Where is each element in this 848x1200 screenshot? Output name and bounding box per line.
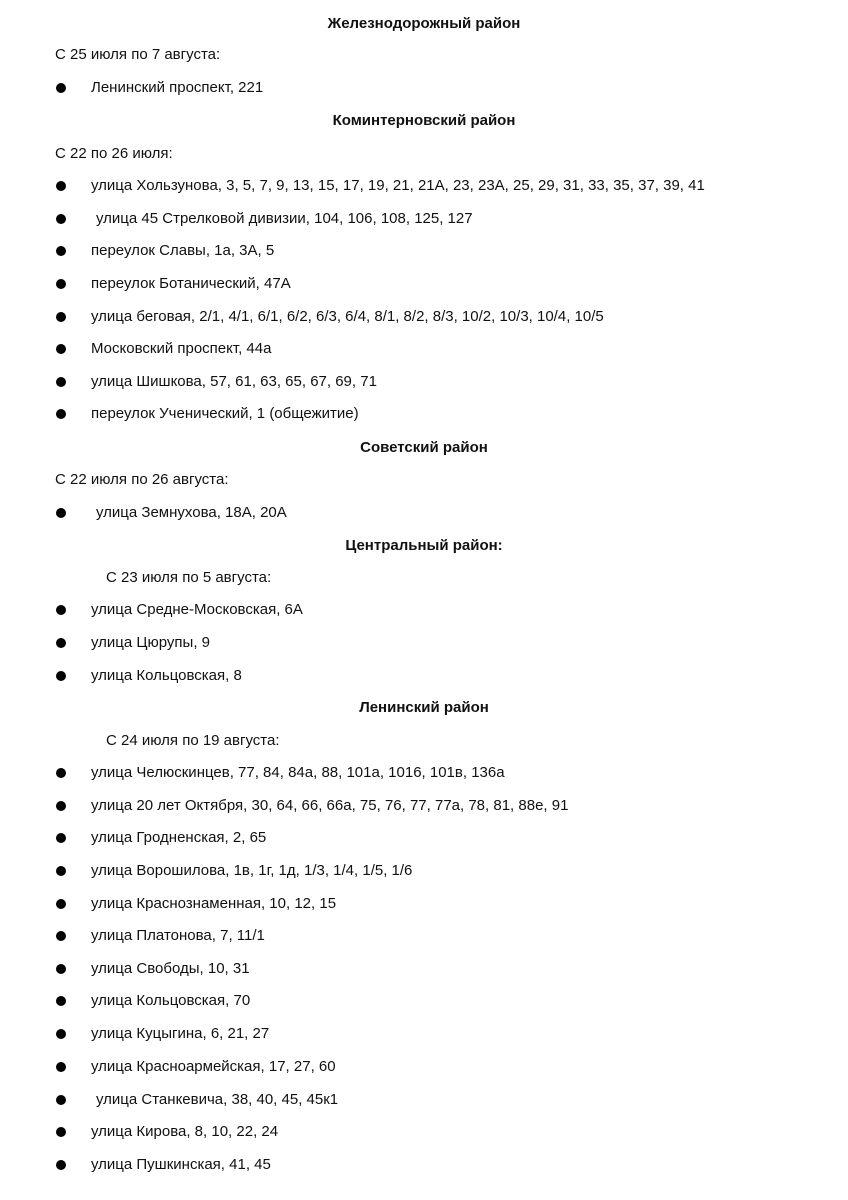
list-item <box>0 79 848 99</box>
list-item <box>0 895 848 915</box>
bullet-icon <box>56 83 66 93</box>
list-item <box>0 177 848 197</box>
section-period: С 22 июля по 26 августа: <box>55 471 229 488</box>
bullet-icon <box>56 1160 66 1170</box>
bullet-icon <box>56 1095 66 1105</box>
list-item-text: улица Шишкова, 57, 61, 63, 65, 67, 69, 71 <box>91 373 377 390</box>
list-item-text: улица Ворошилова, 1в, 1г, 1д, 1/3, 1/4, 1/5, 1/6 <box>91 862 413 879</box>
section-title: Центральный район: <box>345 537 503 554</box>
section-title: Ленинский район <box>359 699 489 716</box>
bullet-icon <box>56 279 66 289</box>
list-item-text: улица Красноармейская, 17, 27, 60 <box>91 1058 336 1075</box>
list-item <box>0 308 848 328</box>
list-item-text: улица Свободы, 10, 31 <box>91 960 250 977</box>
list-item <box>0 1091 848 1111</box>
list-item-text: улица Хользунова, 3, 5, 7, 9, 13, 15, 17, 19, 21, 21А, 23, 23А, 25, 29, 31, 33, 35, 37, 39, 41 <box>91 177 705 194</box>
list-item-text: улица Кольцовская, 70 <box>91 992 251 1009</box>
bullet-icon <box>56 1062 66 1072</box>
list-item <box>0 275 848 295</box>
section-period: С 25 июля по 7 августа: <box>55 46 221 63</box>
list-item-text: улица Кирова, 8, 10, 22, 24 <box>91 1123 279 1140</box>
list-item <box>0 504 848 524</box>
bullet-icon <box>56 1127 66 1137</box>
section-period: С 23 июля по 5 августа: <box>106 569 272 586</box>
bullet-icon <box>56 1029 66 1039</box>
list-item <box>0 340 848 360</box>
list-item <box>0 992 848 1012</box>
list-item <box>0 210 848 230</box>
section-title: Коминтерновский район <box>332 112 516 129</box>
list-item <box>0 797 848 817</box>
list-item-text: улица Куцыгина, 6, 21, 27 <box>91 1025 270 1042</box>
section-title: Железнодорожный район <box>327 15 521 32</box>
list-item <box>0 242 848 262</box>
bullet-icon <box>56 181 66 191</box>
bullet-icon <box>56 508 66 518</box>
list-item-text: переулок Ученический, 1 (общежитие) <box>91 405 359 422</box>
bullet-icon <box>56 344 66 354</box>
bullet-icon <box>56 931 66 941</box>
bullet-icon <box>56 246 66 256</box>
list-item-text: улица беговая, 2/1, 4/1, 6/1, 6/2, 6/3, 6/4, 8/1, 8/2, 8/3, 10/2, 10/3, 10/4, 10/5 <box>91 308 604 325</box>
list-item <box>0 1123 848 1143</box>
bullet-icon <box>56 671 66 681</box>
list-item <box>0 927 848 947</box>
list-item-text: Московский проспект, 44а <box>91 340 272 357</box>
list-item <box>0 1058 848 1078</box>
list-item <box>0 764 848 784</box>
list-item-text: переулок Славы, 1а, 3А, 5 <box>91 242 275 259</box>
list-item <box>0 405 848 425</box>
list-item-text: Ленинский проспект, 221 <box>91 79 264 96</box>
list-item-text: улица Гродненская, 2, 65 <box>91 829 267 846</box>
list-item-text: улица 20 лет Октября, 30, 64, 66, 66а, 75, 76, 77, 77а, 78, 81, 88е, 91 <box>91 797 569 814</box>
bullet-icon <box>56 377 66 387</box>
section-period: С 24 июля по 19 августа: <box>106 732 280 749</box>
list-item <box>0 960 848 980</box>
bullet-icon <box>56 605 66 615</box>
bullet-icon <box>56 833 66 843</box>
list-item-text: улица Станкевича, 38, 40, 45, 45к1 <box>96 1091 339 1108</box>
bullet-icon <box>56 964 66 974</box>
bullet-icon <box>56 801 66 811</box>
list-item-text: улица Земнухова, 18А, 20А <box>96 504 287 521</box>
list-item-text: улица Кольцовская, 8 <box>91 667 242 684</box>
list-item <box>0 829 848 849</box>
list-item <box>0 634 848 654</box>
list-item-text: улица 45 Стрелковой дивизии, 104, 106, 108, 125, 127 <box>96 210 473 227</box>
list-item <box>0 373 848 393</box>
list-item-text: улица Челюскинцев, 77, 84, 84а, 88, 101а, 1016, 101в, 136а <box>91 764 505 781</box>
bullet-icon <box>56 866 66 876</box>
list-item-text: улица Платонова, 7, 11/1 <box>91 927 265 944</box>
list-item <box>0 601 848 621</box>
bullet-icon <box>56 768 66 778</box>
bullet-icon <box>56 638 66 648</box>
list-item-text: улица Пушкинская, 41, 45 <box>91 1156 271 1173</box>
bullet-icon <box>56 899 66 909</box>
list-item <box>0 1156 848 1176</box>
bullet-icon <box>56 409 66 419</box>
list-item-text: улица Краснознаменная, 10, 12, 15 <box>91 895 337 912</box>
list-item <box>0 862 848 882</box>
list-item <box>0 667 848 687</box>
section-title: Советский район <box>360 439 488 456</box>
list-item-text: переулок Ботанический, 47А <box>91 275 291 292</box>
section-period: С 22 по 26 июля: <box>55 145 173 162</box>
list-item <box>0 1025 848 1045</box>
bullet-icon <box>56 214 66 224</box>
list-item-text: улица Цюрупы, 9 <box>91 634 211 651</box>
bullet-icon <box>56 312 66 322</box>
bullet-icon <box>56 996 66 1006</box>
list-item-text: улица Средне-Московская, 6А <box>91 601 303 618</box>
